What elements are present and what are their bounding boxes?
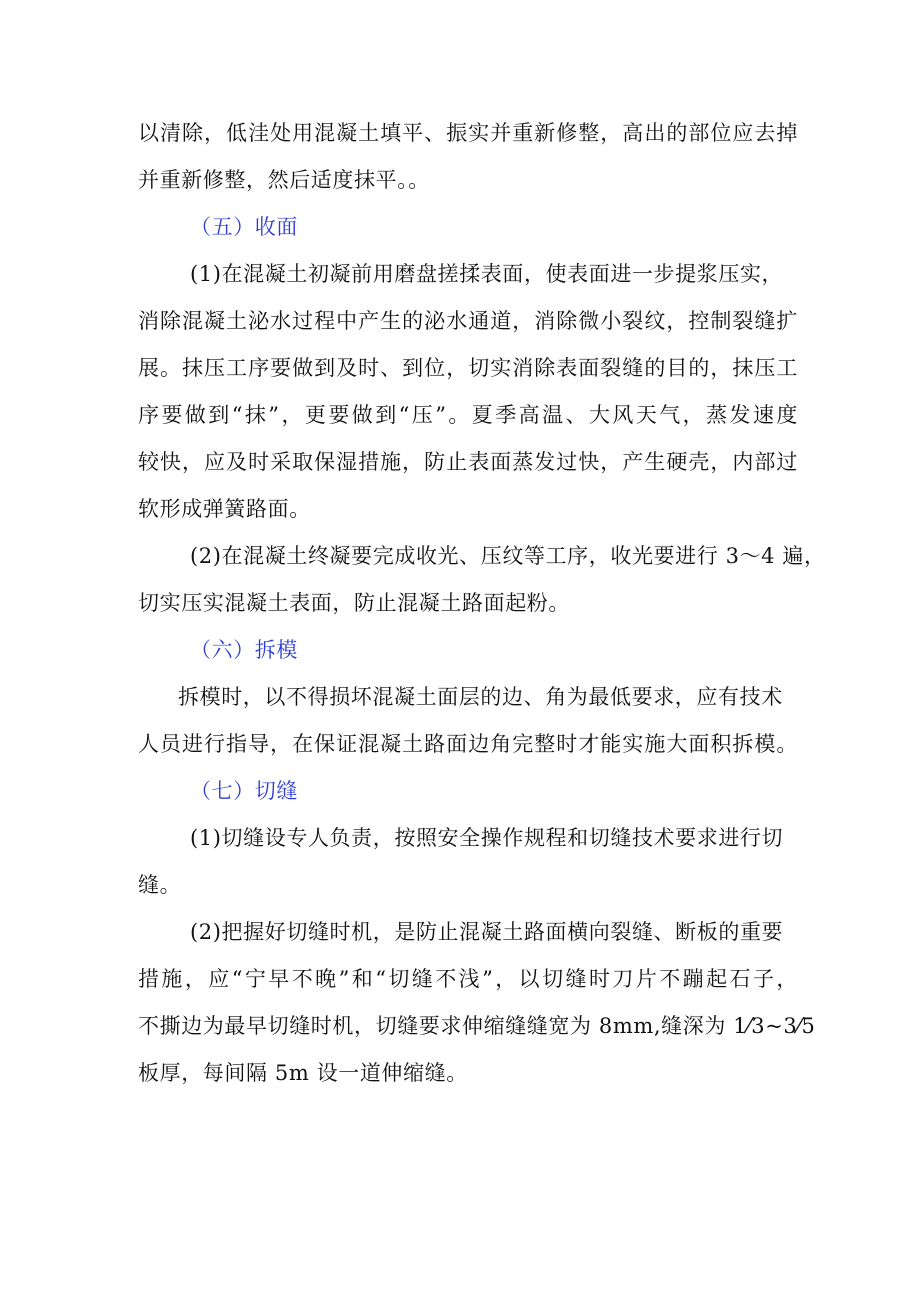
section-heading-5: （五）收面 <box>190 215 298 239</box>
paragraph-line: 缝。 <box>138 873 182 897</box>
paragraph-line: (2)在混凝土终凝要完成收光、压纹等工序，收光要进行 3～4 遍， <box>190 544 826 568</box>
paragraph-line: 以清除，低洼处用混凝土填平、振实并重新修整，高出的部位应去掉 <box>138 121 798 145</box>
paragraph-line: 消除混凝土泌水过程中产生的泌水通道，消除微小裂纹，控制裂缝扩 <box>138 309 798 333</box>
document-page <box>138 110 826 1097</box>
paragraph-line: 板厚，每间隔 5m 设一道伸缩缝。 <box>138 1061 468 1085</box>
section-heading-6: （六）拆模 <box>190 638 298 662</box>
paragraph-line: 人员进行指导，在保证混凝土路面边角完整时才能实施大面积拆模。 <box>138 732 798 756</box>
paragraph-line: 较快，应及时采取保湿措施，防止表面蒸发过快，产生硬壳，内部过 <box>138 450 798 474</box>
paragraph-line: 切实压实混凝土表面，防止混凝土路面起粉。 <box>138 591 570 615</box>
paragraph-line: 展。抹压工序要做到及时、到位，切实消除表面裂缝的目的，抹压工 <box>138 356 798 380</box>
section-heading-7: （七）切缝 <box>190 779 298 803</box>
paragraph-line: 拆模时，以不得损坏混凝土面层的边、角为最低要求，应有技术 <box>178 685 783 709</box>
paragraph-line: (2)把握好切缝时机，是防止混凝土路面横向裂缝、断板的重要 <box>190 920 784 944</box>
paragraph-line: 软形成弹簧路面。 <box>138 497 311 521</box>
paragraph-line: 序要做到“抹”，更要做到“压”。夏季高温、大风天气，蒸发速度 <box>138 403 798 427</box>
paragraph-line: (1)切缝设专人负责，按照安全操作规程和切缝技术要求进行切 <box>190 826 784 850</box>
paragraph-line: 并重新修整，然后适度抹平。。 <box>138 168 430 192</box>
paragraph-line: 不撕边为最早切缝时机，切缝要求伸缩缝缝宽为 8mm,缝深为 1⁄3~3⁄5 <box>138 1014 816 1038</box>
paragraph-line: 措施，应“宁早不晚”和“切缝不浅”，以切缝时刀片不蹦起石子， <box>138 967 798 991</box>
paragraph-line: (1)在混凝土初凝前用磨盘搓揉表面，使表面进一步提浆压实， <box>190 262 784 286</box>
